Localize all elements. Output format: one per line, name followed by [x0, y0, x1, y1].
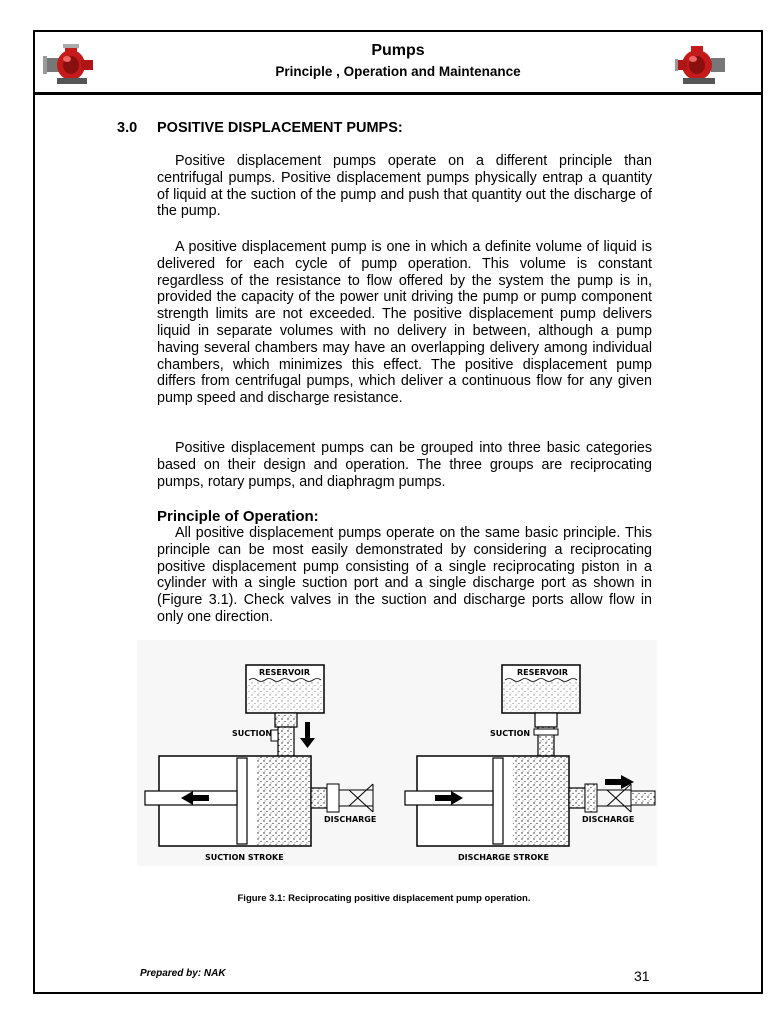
- piston-right: [493, 758, 503, 844]
- pump-operation-figure: [137, 640, 657, 866]
- paragraph-3: [157, 440, 652, 490]
- suction-stroke-label: SUCTION STROKE: [205, 853, 284, 862]
- section-number: 3.0: [117, 120, 138, 136]
- paragraph-1-text: Positive displacement pumps operate on a different principle than centrifugal pumps. Positive displacement pumps physically entrap a quantity of liquid at the suction of the pump and push that quantity out the discharge of the pump.: [157, 153, 652, 220]
- principle-heading: Principle of Operation:: [157, 508, 319, 525]
- reservoir-label-right: RESERVOIR: [517, 668, 568, 677]
- suction-label-left: SUCTION: [232, 729, 273, 738]
- paragraph-1: [157, 153, 652, 220]
- page-header: [35, 32, 761, 95]
- discharge-label-left: DISCHARGE: [324, 815, 377, 824]
- paragraph-3-text: Positive displacement pumps can be grouped into three basic categories based on their design and operation. The three groups are reciprocating pumps, rotary pumps, and diaphragm pumps.: [157, 440, 652, 490]
- footer-page-number: 31: [634, 968, 650, 984]
- footer-prepared-by: Prepared by: NAK: [140, 968, 226, 979]
- figure-caption: [0, 893, 768, 904]
- header-subtitle: Principle , Operation and Maintenance: [275, 64, 521, 79]
- discharge-label-right: DISCHARGE: [582, 815, 635, 824]
- principle-text: All positive displacement pumps operate on the same basic principle. This principle can be most easily demonstrated by considering a reciprocating positive displacement pump consisting of a single reciprocating piston in a cylinder with a single suction port and a single discharge port as shown in (Figure 3.1). Check valves in the suction and discharge ports allow flow in only one direction.: [157, 525, 652, 625]
- pump-logo-right-icon: [675, 44, 727, 86]
- principle-paragraph: [157, 525, 652, 626]
- piston-left: [237, 758, 247, 844]
- discharge-stroke-label: DISCHARGE STROKE: [458, 853, 549, 862]
- reservoir-label-left: RESERVOIR: [259, 668, 310, 677]
- header-title: Pumps: [371, 42, 425, 59]
- section-heading: [117, 120, 403, 136]
- paragraph-2-text: A positive displacement pump is one in which a definite volume of liquid is delivered for each cycle of pump operation. This volume is constant regardless of the resistance to flow offered by the system the pump is in, provided the capacity of the power unit driving the pump or pump component strength limits are not exceeded. The positive displacement pump delivers liquid in separate volumes with no delivery in between, although a pump having several chambers may have an overlapping delivery among individual chambers, which minimizes this effect. The positive displacement pump differs from centrifugal pumps, which deliver a continuous flow for any given pump speed and discharge resistance.: [157, 239, 652, 407]
- section-title: POSITIVE DISPLACEMENT PUMPS:: [157, 120, 403, 136]
- paragraph-2: [157, 239, 652, 407]
- suction-label-right: SUCTION: [490, 729, 531, 738]
- figure-caption-text: Figure 3.1: Reciprocating positive displacement pump operation.: [237, 893, 531, 904]
